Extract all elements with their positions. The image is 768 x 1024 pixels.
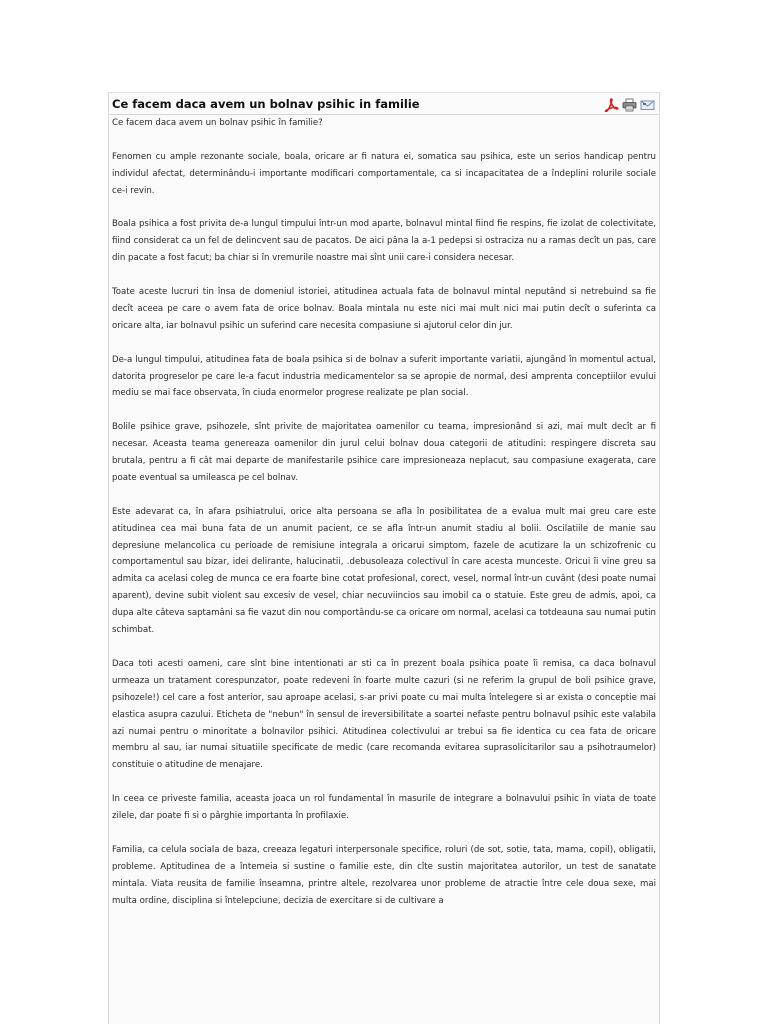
article-paragraph: Bolile psihice grave, psihozele, sînt privite de majoritatea oamenilor cu teama, impresionând si azi, mai mult decît ar fi necesar. Aceasta teama genereaza oamenilor din jurul celui bolnav doua categorii de atitudini: respingere discreta sau brutala, pentru a fi cât mai departe de manifestarile psihice care impresioneaza neplacut, sau compasiune exagerata, care poate eventual sa umileasca pe cel bolnav. [112,422,656,483]
email-icon[interactable] [640,97,655,111]
article-subtitle: Ce facem daca avem un bolnav psihic în familie? [112,118,323,128]
article-body [109,115,659,909]
article-header [109,93,659,115]
article-paragraph: Este adevarat ca, în afara psihiatrului, orice alta persoana se afla în posibilitatea de a evalua mult mai greu care este atitudinea cea mai buna fata de un anumit pacient, ce se afla într-un anumit stadiu al bolii. Oscilatiile de manie sau depresiune melancolica cu perioade de remisiune integrala a oricarui simptom, fazele de acutizare la un schizofrenic cu comportamentul sau bizar, idei delirante, halucinatii, .debusoleaza colectivul în care acesta munceste. Oricui îi vine greu sa admita ca acelasi coleg de munca ce era foarte bine cotat profesional, corect, vesel, normal într-un cuvânt (desi poate numai aparent), devine subit violent sau excesiv de vesel, chiar necuviincios sau imobil ca o statuie. Este greu de admis, apoi, ca dupa alte câteva saptamâni sa fie vazut din nou comportându-se ca oricare om normal, acelasi ca totdeauna sau numai putin schimbat. [112,506,656,636]
article-paragraph: Fenomen cu ample rezonante sociale, boala, oricare ar fi natura ei, somatica sau psihica, este un serios handicap pentru individul afectat, determinându-i importante modificari comportamentale, ca si incapacitatea de a îndeplini rolurile sociale ce-i revin. [112,151,656,196]
article-paragraph: De-a lungul timpului, atitudinea fata de boala psihica si de bolnav a suferit importante variatii, ajungând în momentul actual, datorita progreselor pe care le-a facut industria medicamentelor sa se apropie de normal, desi amprenta conceptiilor evului mediu se mai face observata, în ciuda enormelor progrese realizate pe plan social. [112,354,656,399]
article-paragraph: Familia, ca celula sociala de baza, creeaza legaturi interpersonale specifice, roluri (de sot, sotie, tata, mama, copil), obligatii, probleme. Aptitudinea de a întemeia si sustine o familie este, din cîte sustin majoritatea autorilor, un test de sanatate mintala. Viata reusita de familie înseamna, printre altele, rezolvarea unor probleme de atractie între cele doua sexe, mai multa ordine, disciplina si întelepciune, decizia de exercitare si de cultivare a [112,844,656,906]
article-paragraph: Daca toti acesti oameni, care sînt bine intentionati ar sti ca în prezent boala psihica poate îi remisa, ca daca bolnavul urmeaza un tratament corespunzator, poate redeveni în foarte multe cazuri (si ne referim la grupul de boli psihice grave, psihozele!) cel care a fost anterior, sau aproape acelasi, s-ar privi poate cu mai multa întelegere si ar exista o conceptie mai elastica asupra cazului. Eticheta de "nebun" în sensul de ireversibilitate a soartei nefaste pentru bolnavul psihic este valabila azi numai pentru o minoritate a bolnavilor psihici. Atitudinea colectivului ar trebui sa fie identica cu cea fata de oricare membru al sau, iar numai situatiile specificate de medic (care recomanda evitarea suprasolicitarilor sau a psihotraumelor) constituie o atitudine de menajare. [112,658,656,771]
article-paragraph: Toate aceste lucruri tin însa de domeniul istoriei, atitudinea actuala fata de bolnavul mintal neputând si netrebuind sa fie decît aceea pe care o avem fata de orice bolnav. Boala mintala nu este nici mai mult nici mai putin decît o suferinta ca oricare alta, iar bolnavul psihic un suferind care necesita compasiune si ajutorul celor din jur. [112,287,656,331]
article-paragraph: In ceea ce priveste familia, aceasta joaca un rol fundamental în masurile de integrare a bolnavului psihic în viata de toate zilele, dar poate fi si o pârghie importanta în profilaxie. [112,794,656,822]
article-paragraph: Boala psihica a fost privita de-a lungul timpului într-un mod aparte, bolnavul mintal fiind fie respins, fie izolat de colectivitate, fiind considerat ca un fel de delincvent sau de pacatos. De aici pâna la a-1 pedepsi si ostraciza nu a ramas decît un pas, care din pacate a fost facut; ba chiar si în vremurile noastre mai sînt unii care-i considera necesar. [112,219,656,264]
article-title: Ce facem daca avem un bolnav psihic in familie [112,97,420,111]
article-actions [604,97,655,111]
print-icon[interactable] [622,97,637,111]
article-container [108,92,660,1024]
pdf-icon[interactable] [604,97,619,111]
